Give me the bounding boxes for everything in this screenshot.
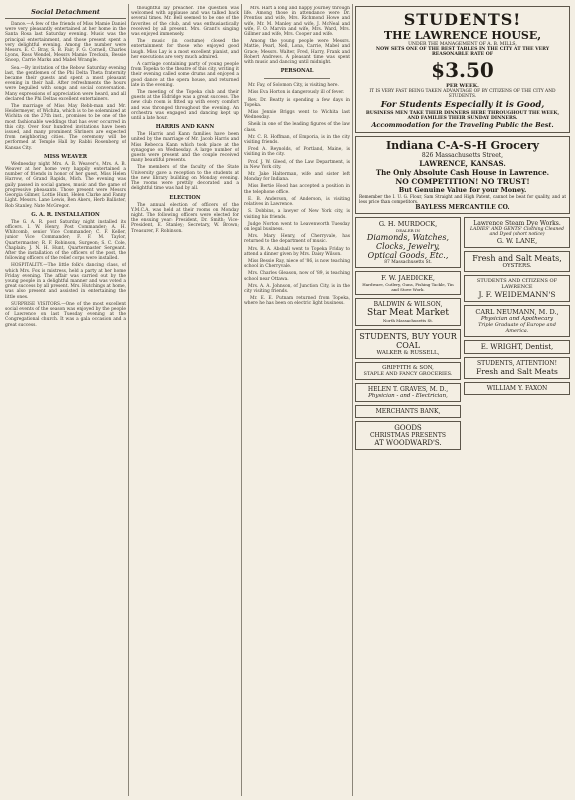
ad-text: WALKER & RUSSELL, <box>376 350 440 356</box>
personal-item: Miss Jennie Briggs went to Wichita last Wednesday. <box>244 110 350 121</box>
divider <box>264 78 330 79</box>
ad-neumann <box>464 305 570 337</box>
personal-item: Mr. Fay, of Solomon City, is visiting here. <box>248 83 339 89</box>
ad-text: 826 Massachusetts Street, <box>421 152 504 159</box>
ad-title: BALDWIN & WILSON, <box>373 301 443 308</box>
ads-right <box>464 217 570 453</box>
ad-text: North Massachusetts St. <box>382 318 434 323</box>
personal-item: Prof. J. W. Gleed, of the Law Department, is in New York city. <box>244 159 350 170</box>
ad-baldwin <box>355 298 461 326</box>
article-paragraph: Dance.—A few of the friends of Miss Mamie Daniel were very pleasantly entertained at her home in the Santa Rosa last Saturday evening. Music was the principal entertainment, and those present spent a very delightful evening. Among the number were Messrs. E. C. Bray, S. B. Fair, F. G. Cornell, Charles Lyons, Ross Wendel, Messrs Mamie Trecksin, Bessie Snoop, Carrie Marks and Mabel Wrangle. <box>5 22 126 64</box>
ad-text: AT WOODWARD'S. <box>374 439 442 447</box>
article-subheading: MISS WEAVER <box>43 153 88 160</box>
ad-text: Triple Graduate of Europe and America. <box>478 322 556 334</box>
personal-item: Mr. Jake Halterman, wife and sister left Monday for Indiana. <box>244 172 350 183</box>
ad-woodward <box>355 421 461 450</box>
column-advertisements <box>355 6 570 453</box>
ad-text: Optical Goods, Etc., <box>367 251 449 260</box>
article-subheading: ELECTION <box>169 194 201 201</box>
ad-title: CARL NEUMANN, M. D., <box>475 308 559 316</box>
personal-item: Mrs. Mary Henry, of Cherryvale, has returned to the department of music. <box>244 234 350 245</box>
article-paragraph: The meeting of the Topeka club and their guests at the Eldridge was a great success. The new club room is fitted up with every comfort and was thronged throughout the evening. An orchestra was engaged and dancing kept up until a late hour. <box>131 90 239 122</box>
personal-item: E. B. Anderson, of Anderson, is visiting relatives in Lawrence. <box>244 196 350 208</box>
ad-title: THE LAWRENCE HOUSE, <box>383 29 542 42</box>
column-news <box>131 6 239 236</box>
ad-text: LADIES' AND GENTS' Clothing Cleaned and Dyed (short notice) <box>470 227 564 237</box>
ad-signature: BAYLESS MERCANTILE CO. <box>415 204 510 211</box>
ad-slogan: For Students Especially it is Good, <box>380 100 545 110</box>
ad-citizens <box>464 275 570 302</box>
article-paragraph: The annual election of officers of the Y.M.C.A. was held at their rooms on Monday night. The following officers were elected for the ensuing year: President, Dr. Smith; Vice-President, E. Stanley; Secretary, W. Brown; Treasurer, F. Robinson. <box>131 202 239 234</box>
article-paragraph: The G. A. R. post Saturday night installed its officers. I. W. Henry, Post Commander; A. H. Whitcomb, senior Vice Commander; C. F. Keller, junior Vice Commander; F. F. M. Taylor, Quartermaster; R. F. Robinson, Surgeon; S. C. Cole, Chaplain; J. N. H. Hunt, Quartermaster Sergeant. After the installation of the officers of the post, the following officers of the relief corps were installed. <box>5 219 126 262</box>
ad-slogan: Accommodation for the Traveling Public the Best. <box>371 121 554 129</box>
article-paragraph: SURPRISE VISITORS.—One of the most excellent social events of the season was enjoyed by the people of Lawrence on last Tuesday evening at the Congregational church. It was a gala occasion and a great success. <box>5 301 126 328</box>
article-paragraph: Mr. E. E. Putnam returned from Topeka, where he has been on electric light business. <box>244 296 350 307</box>
personal-item: S. Dobbins, a lawyer of New York city, is visiting his friends. <box>244 209 350 220</box>
ad-lawrence-house <box>355 6 570 133</box>
ad-coal <box>355 329 461 359</box>
personal-item: Mrs. R. A. Abshall went to Topeka Friday to attend a dinner given by Mrs. Daisy Wilson. <box>244 246 350 257</box>
ad-headline: STUDENTS! <box>403 10 522 29</box>
ad-faxon <box>464 382 570 395</box>
article-paragraph: The members of the faculty of the State University gave a reception to the students at the new library building on Monday evening. The rooms were prettily decorated and a delightful time was had by all. <box>131 165 239 192</box>
ad-text: Remember the I. U. G. Flour, Sam Straight and High Patent, cannot be beat for quality, and at less price than competitors. <box>359 194 566 204</box>
ad-slogan: But Genuine Value for your Money. <box>398 186 527 194</box>
ad-title: Fresh and Salt Meats, <box>472 254 562 263</box>
ad-text: Hardware, Cutlery, Guns, Fishing Tackle, Tin and Stove Work. <box>362 282 454 292</box>
article-paragraph: thoughtful lay preacher. The question was welcomed with applause and was talked back several times. Mr. Bell seemed to be one of the favorites of the club, and was enthusiastically received by all present. Mrs. Grant's singing was enjoyed immensely. <box>131 6 239 38</box>
article-paragraph: Among the young people were Messrs. Mattie, Pearl, Nell, Lona, Carrie, Mabel and Grace; Messrs. Walter, Fred, Harry, Frank and Robert Andrews. A pleasant time was spent with music and dancing until midnight. <box>244 39 350 66</box>
ad-text: PER WEEK. <box>446 83 479 89</box>
article-paragraph: Mrs. Hart a long and happy journey through life. Among those in attendance were Dr. Prentiss and wife, Mrs. Richmond Howe and wife, Mr. M. Manley and wife, J. McNeal and wife, F. O. Marvin and wife, Mrs. Ward, Mrs. Gillmer and wife, Mrs. Cooper and wife. <box>244 6 350 38</box>
column-divider <box>241 4 242 796</box>
article-subheading: PERSONAL <box>280 68 314 75</box>
ads-left <box>355 217 461 453</box>
ad-title: E. WRIGHT, Dentist, <box>480 343 554 351</box>
personal-list <box>244 83 350 294</box>
ad-text: STAPLE AND FANCY GROCERIES. <box>363 371 453 377</box>
ad-text: DEALER IN <box>396 228 420 233</box>
column-personal <box>244 6 350 309</box>
ad-title: Indiana C-A-S-H Grocery <box>385 139 540 152</box>
ad-merchants-bank <box>355 405 461 418</box>
personal-item: Miss Bessie Ray, niece of '86, is now teaching school in Cherryvale. <box>244 258 350 270</box>
personal-item: Miss Eva Horton is dangerously ill of fever. <box>248 90 345 96</box>
ad-title: WILLIAM Y. FAXON <box>486 385 548 392</box>
ad-text: Physician and Apothecary <box>480 316 554 322</box>
column-society <box>5 6 126 330</box>
ad-slogan: NO COMPETITION! NO TRUST! <box>395 177 530 186</box>
personal-item: Miss Bertie Hood has accepted a position in the telephone office. <box>244 184 350 195</box>
ad-text: G. W. LANE, <box>496 237 538 245</box>
ad-title: Lawrence Steam Dye Works. <box>473 220 561 227</box>
ad-slogan: The Only Absolute Cash House in Lawrence. <box>375 168 550 177</box>
column-divider <box>128 4 129 796</box>
ad-text: LAWRENCE, KANSAS. <box>419 159 506 168</box>
ad-wright <box>464 340 570 354</box>
article-subheading: G. A. R. INSTALLATION <box>31 211 100 218</box>
ad-text: Diamonds, Watches, Clocks, Jewelry, <box>366 233 450 251</box>
article-paragraph: A carriage containing party of young people from Topeka to the theatre of this city, writing it their evening called some drums and enjoyed a good dance at the opera house, and returned late in the evening. <box>131 62 239 88</box>
ad-title: HELEN T. GRAVES, M. D., <box>367 386 449 393</box>
ad-title: Star Meat Market <box>367 308 449 318</box>
ad-title: G. H. MURDOCK, <box>378 220 438 228</box>
article-subheading: HARRIS AND KANN <box>155 124 215 131</box>
ad-title: STUDENTS, ATTENTION! <box>476 360 558 367</box>
ad-title: GRIFFITH & SON, <box>382 365 434 371</box>
ad-title: STUDENTS, BUY YOUR COAL <box>359 332 457 350</box>
personal-item: Fred A. Reynolds, of Portland, Maine, is visiting in the city. <box>244 147 350 158</box>
ad-graves <box>355 383 461 402</box>
ad-indiana-grocery <box>355 136 570 214</box>
ad-murdock <box>355 217 461 268</box>
ad-text: 87 Massachusetts St. <box>384 260 432 265</box>
ad-text: BUSINESS MEN TAKE THEIR DINNERS HERE THROUGHOUT THE WEEK, AND FAMILIES THEIR SUNDAY DINNERS. <box>365 111 560 121</box>
article-paragraph: HOSPITALITY.—The little folk's dancing class, of which Mrs. Fox is mistress, held a party at her home Friday evening. The affair was carried out by the young people in a delightful manner and was voted a great success by all present. Mrs. Hutchings at home, was also present and assisted in entertaining the little ones. <box>5 263 126 300</box>
ad-steam-dye <box>464 217 570 248</box>
article-paragraph: The music (in costume) closed the entertainment for those who enjoyed good laugh. Miss Lay is a most excellent pianist, and her executions are very much admired. <box>131 39 239 60</box>
ad-text: Fresh and Salt Meats <box>476 367 558 376</box>
ad-text: IT IS VERY FAST BEING TAKEN ADVANTAGE OF BY CITIZENS OF THE CITY AND STUDENTS. <box>369 89 556 99</box>
ad-price: $3.50 <box>431 58 494 82</box>
ad-title: J. F. WEIDEMANN'S <box>478 290 556 299</box>
personal-item: Rev. Dr. Beatty is spending a few days in Topeka. <box>244 97 350 108</box>
ad-attention <box>464 357 570 379</box>
ad-title: MERCHANTS BANK, <box>375 408 441 415</box>
ad-text: CHRISTMAS PRESENTS <box>369 432 447 439</box>
ad-griffith <box>355 362 461 380</box>
ad-jaedicke <box>355 271 461 295</box>
article-paragraph: The marriage of Miss May Rebb-man and Mr. Heidermeyer, of Wichita, which is to be solemnized at Wichita on the 27th inst., promises to be one of the most fashionable weddings that has ever occurred in this city. Over four hundred invitations have been issued, and many prominent Shriners are expected from neighboring cities. The ceremony will be performed at Temple Hall by Rabbi Rosenberg of Kansas City. <box>5 104 126 151</box>
personal-item: Mrs. A. A. Johnson, of Junction City, is in the city visiting friends. <box>244 283 350 294</box>
ad-title: STUDENTS AND CITIZENS OF LAWRENCE <box>476 278 558 290</box>
personal-item: Judge Norton went to Leavenworth Tuesday on legal business. <box>244 221 350 232</box>
personal-item: Sheik in one of the leading figures of the law class. <box>244 122 350 133</box>
ad-text: UNDER THE MANAGEMENT OF A. B. MILLS, <box>408 42 517 47</box>
ads-two-column <box>355 217 570 453</box>
article-paragraph: Wednesday night Mrs. A. B. Weaver's, Mrs. A. B. Weaver at her home very happily entertained a number of friends in honor of her guest, Miss Helen Harrow, of Grand Rapids, Mich. The evening was gaily passed in social games, music and the game of progressive pheasants. Those present were Messrs Georgia Gilmer, Lottie Hunt, Helen Clarke and Fanny Light. Messrs. Lane Lewis, Ben Akers, Herb Ballister, Rob Stanley, Nate McGregor. <box>5 161 126 209</box>
column-heading: Social Detachment <box>5 8 126 19</box>
personal-item: Mrs. Charles Gleason, now of '89, is teaching school near Ottawa. <box>244 271 350 282</box>
ad-meats <box>464 251 570 272</box>
ad-text: NOW SETS ONE OF THE BEST TABLES IN THE CITY AT THE VERY REASONABLE RATE OF <box>375 47 550 57</box>
ad-title: F. W. JAEDICKE, <box>381 274 435 282</box>
ad-title: GOODS <box>394 424 422 432</box>
ad-text: Physician - and - Electrician, <box>368 393 448 399</box>
personal-item: Mr. C. R. Hoffman, of Emporia, is in the city visiting friends. <box>244 134 350 146</box>
ad-text: OYSTERS. <box>502 263 532 269</box>
article-paragraph: The Harris and Kann families have been united by the marriage of Mr. Jacob Harris and Miss Rebecca Kann which took place at the synagogue on Wednesday. A large number of guests were present and the couple received many beautiful presents. <box>131 132 239 164</box>
column-divider <box>352 4 353 796</box>
article-paragraph: Sea.—By invitation of the Rebow Saturday evening last, the gentlemen of the Phi Delta Theta fraternity became their guests and spent a most pleasant evening in their hall. After refreshments the hours were beguiled with songs and social conversation. Many expressions of appreciation were heard, and all declared the Phi Deltas excellent entertainers. <box>5 65 126 102</box>
